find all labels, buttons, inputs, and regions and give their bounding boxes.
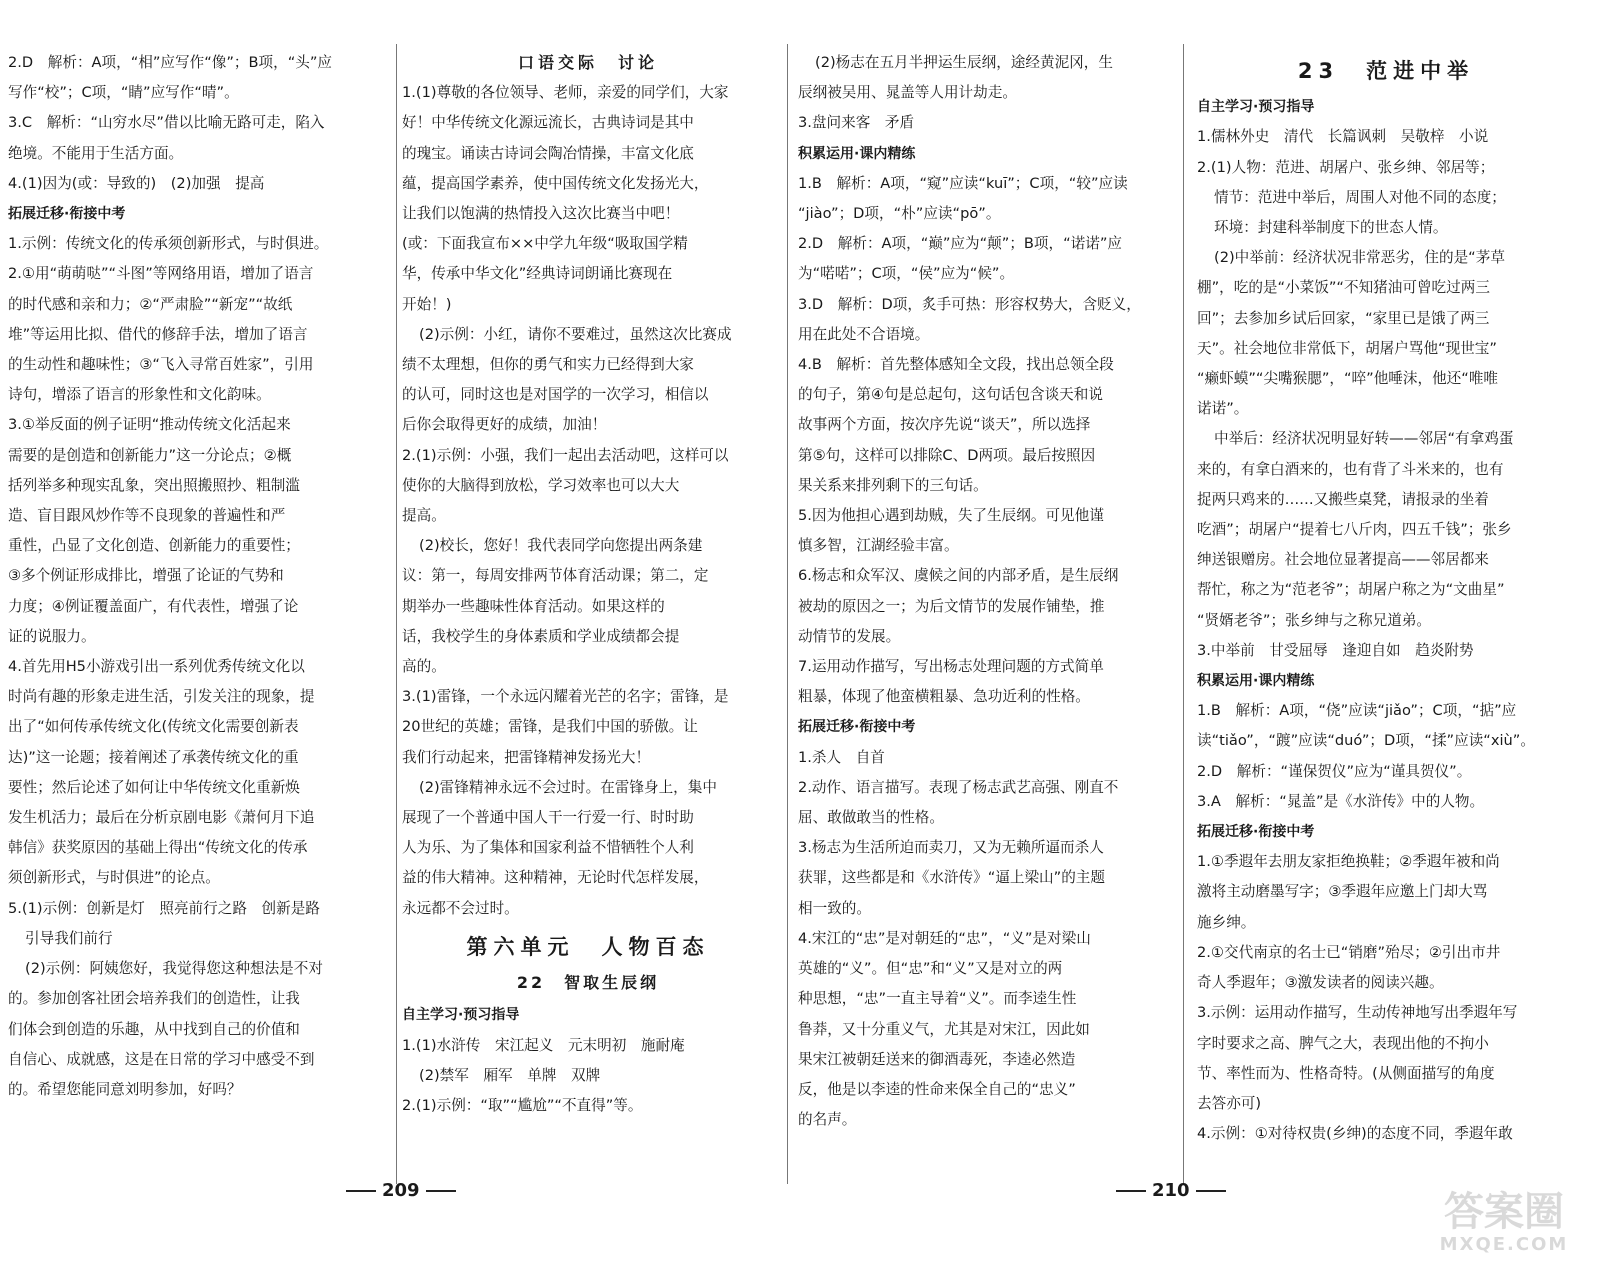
section-heading: 拓展迁移·衔接中考 (798, 719, 916, 736)
answer-line: 3.C 解析：“山穷水尽”借以比喻无路可走，陷入 (8, 114, 325, 132)
answer-line: 种思想，“忠”一直主导着“义”。而李逵生性 (798, 990, 1077, 1008)
page-number-left-text: 209 (382, 1180, 420, 1201)
answer-line: 3.A 解析：“晁盖”是《水浒传》中的人物。 (1197, 792, 1485, 810)
answer-line: 的生动性和趣味性；③“飞入寻常百姓家”，引用 (8, 356, 314, 374)
answer-line: 2.D 解析：“谨保贺仪”应为“谨具贺仪”。 (1197, 762, 1472, 780)
watermark-text: 答案圈 (1444, 1189, 1564, 1235)
answer-line: 反，他是以李逵的性命来保全自己的“忠义” (798, 1080, 1076, 1098)
answer-line: 慎多智，江湖经验丰富。 (798, 537, 959, 555)
answer-line: 诗句，增添了语言的形象性和文化韵味。 (8, 386, 271, 404)
column-divider (1183, 44, 1184, 1184)
column-divider (396, 44, 397, 1184)
answer-line: 鲁莽，又十分重义气，尤其是对宋江，因此如 (798, 1020, 1090, 1038)
answer-line: (2)雷锋精神永远不会过时。在雷锋身上，集中 (419, 778, 717, 796)
answer-line: 2.D 解析：A项，“相”应写作“像”；B项，“头”应 (8, 54, 333, 71)
answer-line: 激将主动磨墨写字；③季遐年应邀上门却大骂 (1197, 883, 1488, 901)
answer-line: 施乡绅。 (1197, 913, 1256, 931)
section-heading: 积累运用·课内精练 (1197, 673, 1315, 690)
answer-line: (2)示例：小红，请你不要难过，虽然这次比赛成 (419, 325, 732, 343)
answer-line: 用在此处不合语境。 (798, 325, 930, 343)
answer-line: 为“喏喏”；C项，“侯”应为“候”。 (798, 265, 1015, 283)
column-3 (798, 48, 1170, 1135)
answer-line: 3.示例：运用动作描写，生动传神地写出季遐年写 (1197, 1004, 1518, 1022)
answer-line: 获罪，这些都是和《水浒传》“逼上梁山”的主题 (798, 869, 1105, 887)
answer-line: 1.B 解析：A项，“侥”应读“jiǎo”；C项，“掂”应 (1197, 702, 1517, 720)
answer-line: 2.(1)示例：小强，我们一起出去活动吧，这样可以 (402, 446, 729, 464)
answer-line: 回”；去参加乡试后回家，“家里已是饿了两三 (1197, 309, 1490, 327)
answer-line: 3.(1)雷锋，一个永远闪耀着光芒的名字；雷锋，是 (402, 688, 729, 706)
answer-line: 情节：范进中举后，周围人对他不同的态度； (1214, 188, 1506, 206)
answer-line: 让我们以饱满的热情投入这次比赛当中吧！ (402, 205, 680, 223)
section-heading: 拓展迁移·衔接中考 (1197, 824, 1315, 841)
answer-line: 绩不太理想，但你的勇气和实力已经得到大家 (402, 356, 694, 374)
section-heading: 拓展迁移·衔接中考 (8, 206, 126, 223)
answer-line: 故事两个方面，按次序先说“谈天”，所以选择 (798, 416, 1091, 434)
answer-line: 2.①交代南京的名士已“销磨”殆尽；②引出市井 (1197, 943, 1501, 961)
answer-line: “癞虾蟆”“尖嘴猴腮”，“啐”他唾沫，他还“唯唯 (1197, 370, 1499, 388)
answer-line: 读“tiǎo”，“踱”应读“duó”；D项，“揉”应读“xiù”。 (1197, 732, 1535, 750)
answer-line: 节、率性而为、性格奇特。(从侧面描写的角度 (1197, 1064, 1495, 1082)
answer-line: 使你的大脑得到放松，学习效率也可以大大 (402, 476, 680, 494)
answer-line: 议：第一，每周安排两节体育活动课；第二，定 (402, 567, 709, 585)
answer-line: 绝境。不能用于生活方面。 (8, 144, 184, 162)
answer-line: 来的，有拿白酒来的，也有背了斗米来的，也有 (1197, 460, 1504, 478)
page-number-right (1110, 1180, 1232, 1201)
answer-line: 括列举多种现实乱象，突出照搬照抄、粗制滥 (8, 476, 300, 494)
answer-line: 出了“如何传承传统文化(传统文化需要创新表 (8, 718, 299, 736)
answer-line: 的瑰宝。诵读古诗词会陶冶情操，丰富文化底 (402, 144, 694, 162)
answer-line: 1.①季遐年去朋友家拒绝换鞋；②季遐年被和尚 (1197, 853, 1500, 871)
answer-line: (2)示例：阿姨您好，我觉得您这种想法是不对 (25, 960, 323, 978)
answer-line: 动情节的发展。 (798, 627, 901, 645)
answer-line: 重性，凸显了文化创造、创新能力的重要性； (8, 537, 300, 555)
answer-line: 期举办一些趣味性体育活动。如果这样的 (402, 597, 665, 615)
answer-line: 引导我们前行 (25, 929, 113, 947)
section-heading: 积累运用·课内精练 (798, 145, 916, 162)
answer-line: 发生机活力；最后在分析京剧电影《萧何月下追 (8, 809, 315, 827)
answer-line: 棚”，吃的是“小菜饭”“不知猪油可曾吃过两三 (1197, 279, 1490, 297)
answer-line: 字时要求之高、脾气之大，表现出他的不拘小 (1197, 1034, 1489, 1052)
page-number-right-text: 210 (1152, 1180, 1190, 1201)
answer-line: 造、盲目跟风炒作等不良现象的普遍性和严 (8, 507, 286, 525)
answer-line: 辰纲被吴用、晁盖等人用计劫走。 (798, 84, 1017, 102)
answer-line: 1.(1)尊敬的各位领导、老师，亲爱的同学们，大家 (402, 84, 729, 102)
answer-line: 1.杀人 自首 (798, 748, 885, 766)
answer-line: ③多个例证形成排比，增强了论证的气势和 (8, 567, 284, 585)
answer-line: 天”。社会地位非常低下，胡屠户骂他“现世宝” (1197, 339, 1497, 357)
answer-line: 5.(1)示例：创新是灯 照亮前行之路 创新是路 (8, 899, 320, 917)
column-1 (8, 48, 380, 1105)
answer-line: 写作“校”；C项，“睛”应写作“晴”。 (8, 84, 239, 102)
answer-line: 韩信》获奖原因的基础上得出“传统文化的传承 (8, 839, 308, 857)
answer-line: 4.宋江的“忠”是对朝廷的“忠”，“义”是对梁山 (798, 929, 1091, 947)
answer-line: 吃酒”；胡屠户“提着七八斤肉，四五千钱”；张乡 (1197, 521, 1512, 539)
answer-line: 果宋江被朝廷送来的御酒毒死，李逵必然造 (798, 1050, 1076, 1068)
answer-line: 永远都不会过时。 (402, 899, 519, 917)
answer-line: 奇人季遐年；③激发读者的阅读兴趣。 (1197, 974, 1444, 992)
answer-line: 3.杨志为生活所迫而卖刀，又为无赖所逼而杀人 (798, 839, 1104, 857)
answer-line: 话，我校学生的身体素质和学业成绩都会提 (402, 627, 680, 645)
answer-line: 2.(1)示例：“取”“尴尬”“不直得”等。 (402, 1096, 643, 1114)
answer-line: (2)禁军 厢军 单牌 双牌 (419, 1066, 601, 1084)
answer-line: 益的伟大精神。这种精神，无论时代怎样发展， (402, 869, 709, 887)
watermark-logo (1414, 1190, 1594, 1260)
answer-line: 4.首先用H5小游戏引出一系列优秀传统文化以 (8, 658, 305, 676)
answer-line: 环境：封建科举制度下的世态人情。 (1214, 219, 1448, 237)
answer-line: 需要的是创造和创新能力”这一分论点；②概 (8, 446, 292, 464)
answer-line: 自信心、成就感，这是在日常的学习中感受不到 (8, 1050, 315, 1068)
answer-line: 捉两只鸡来的……又搬些桌凳，请报录的坐着 (1197, 490, 1489, 508)
answer-line: 4.示例：①对待权贵(乡绅)的态度不同，季遐年敢 (1197, 1125, 1513, 1143)
answer-line: 1.示例：传统文化的传承须创新形式，与时俱进。 (8, 235, 329, 253)
answer-line: (2)校长，您好！我代表同学向您提出两条建 (419, 537, 703, 555)
answer-line: “jiào”；D项，“朴”应读“pō”。 (798, 205, 1001, 223)
answer-line: 展现了一个普通中国人干一行爱一行、时时助 (402, 809, 694, 827)
answer-line: 2.D 解析：A项，“巅”应为“颠”；B项，“诺诺”应 (798, 235, 1123, 253)
answer-line: 粗暴，体现了他蛮横粗暴、急功近利的性格。 (798, 688, 1090, 706)
answer-line: 2.①用“萌萌哒”“斗图”等网络用语，增加了语言 (8, 265, 314, 283)
answer-line: 屈、敢做敢当的性格。 (798, 809, 944, 827)
answer-line: 3.中举前 甘受屈辱 逢迎自如 趋炎附势 (1197, 641, 1474, 659)
answer-line: 后你会取得更好的成绩，加油！ (402, 416, 607, 434)
column-2 (402, 48, 774, 1121)
answer-line: 英雄的“义”。但“忠”和“义”又是对立的两 (798, 960, 1063, 978)
lesson-title: 23 范进中举 (1297, 59, 1475, 83)
answer-line: (或：下面我宣布××中学九年级“吸取国学精 (402, 235, 688, 253)
answer-line: 的。希望您能同意刘明参加，好吗？ (8, 1080, 242, 1098)
answer-line: 须创新形式，与时俱进”的论点。 (8, 869, 220, 887)
answer-line: 4.B 解析：首先整体感知全文段，找出总领全段 (798, 356, 1114, 374)
answer-line: 高的。 (402, 658, 446, 676)
answer-line: 人为乐、为了集体和国家利益不惜牺牲个人利 (402, 839, 694, 857)
answer-line: 要性；然后论述了如何让中华传统文化重新焕 (8, 778, 300, 796)
answer-line: 3.盘问来客 矛盾 (798, 114, 915, 132)
answer-line: 相一致的。 (798, 899, 871, 917)
answer-line: 5.因为他担心遇到劫贼，失了生辰纲。可见他谨 (798, 507, 1104, 525)
answer-line: 提高。 (402, 507, 446, 525)
answer-line: 果关系来排列剩下的三句话。 (798, 476, 988, 494)
answer-line: 去答亦可) (1197, 1094, 1262, 1112)
answer-line: (2)杨志在五月半押运生辰纲，途经黄泥冈，生 (815, 54, 1113, 71)
section-heading: 自主学习·预习指导 (402, 1007, 520, 1024)
answer-line: 中举后：经济状况明显好转——邻居“有拿鸡蛋 (1214, 430, 1514, 448)
answer-line: 蕴，提高国学素养，使中国传统文化发扬光大， (402, 174, 709, 192)
answer-line: 7.运用动作描写，写出杨志处理问题的方式简单 (798, 658, 1104, 676)
answer-line: 2.(1)人物：范进、胡屠户、张乡绅、邻居等； (1197, 158, 1495, 176)
answer-line: 3.①举反面的例子证明“推动传统文化活起来 (8, 416, 291, 434)
answer-line: 4.(1)因为(或：导致的) (2)加强 提高 (8, 174, 265, 192)
column-4 (1197, 48, 1575, 1149)
answer-line: 好！中华传统文化源远流长，古典诗词是其中 (402, 114, 694, 132)
answer-line: 6.杨志和众军汉、虞候之间的内部矛盾，是生辰纲 (798, 567, 1119, 585)
section-heading: 自主学习·预习指导 (1197, 99, 1315, 116)
column-divider (787, 44, 788, 1184)
answer-line: 1.儒林外史 清代 长篇讽刺 吴敬梓 小说 (1197, 128, 1489, 146)
lesson-title: 口语交际 讨论 (517, 53, 658, 72)
answer-line: 时尚有趣的形象走进生活，引发关注的现象，提 (8, 688, 315, 706)
answer-line: 20世纪的英雄；雷锋，是我们中国的骄傲。让 (402, 718, 698, 736)
watermark-url: MXQE.COM (1439, 1234, 1569, 1255)
answer-line: 力度；④例证覆盖面广，有代表性，增强了论 (8, 597, 299, 615)
answer-line: 的名声。 (798, 1111, 857, 1129)
answer-line: (2)中举前：经济状况非常恶劣，住的是“茅草 (1214, 249, 1505, 267)
answer-line: 我们行动起来，把雷锋精神发扬光大！ (402, 748, 651, 766)
answer-line: 1.(1)水浒传 宋江起义 元末明初 施耐庵 (402, 1036, 685, 1054)
answer-line: 第⑤句，这样可以排除C、D两项。最后按照因 (798, 446, 1096, 464)
answer-line: 3.D 解析：D项，炙手可热：形容权势大，含贬义， (798, 295, 1141, 313)
answer-line: 证的说服力。 (8, 627, 96, 645)
answer-line: 绅送银赠房。社会地位显著提高——邻居都来 (1197, 551, 1489, 569)
answer-line: 2.动作、语言描写。表现了杨志武艺高强、刚直不 (798, 778, 1119, 796)
answer-line: 的认可，同时这也是对国学的一次学习，相信以 (402, 386, 709, 404)
answer-line: 的句子，第④句是总起句，这句话包含谈天和说 (798, 386, 1103, 404)
answer-line: “贤婿老爷”；张乡绅与之称兄道弟。 (1197, 611, 1432, 629)
answer-line: 们体会到创造的乐趣，从中找到自己的价值和 (8, 1020, 300, 1038)
answer-line: 1.B 解析：A项，“窥”应读“kuī”；C项，“较”应读 (798, 174, 1128, 192)
lesson-title: 第六单元 人物百态 (466, 934, 710, 959)
answer-line: 的。参加创客社团会培养我们的创造性，让我 (8, 990, 300, 1008)
answer-line: 的时代感和亲和力；②“严肃脸”“新宠”“故纸 (8, 295, 293, 313)
answer-line: 达)”这一论题；接着阐述了承袭传统文化的重 (8, 748, 299, 766)
lesson-title: 22 智取生辰纲 (516, 973, 660, 993)
page-number-left (340, 1180, 462, 1201)
answer-line: 帮忙，称之为“范老爷”；胡屠户称之为“文曲星” (1197, 581, 1505, 599)
answer-line: 诺诺”。 (1197, 400, 1249, 418)
answer-line: 被劫的原因之一；为后文情节的发展作铺垫，推 (798, 597, 1105, 615)
answer-line: 华，传承中华文化”经典诗词朗诵比赛现在 (402, 265, 673, 283)
answer-line: 堆”等运用比拟、借代的修辞手法，增加了语言 (8, 325, 308, 343)
answer-line: 开始！) (402, 295, 452, 313)
